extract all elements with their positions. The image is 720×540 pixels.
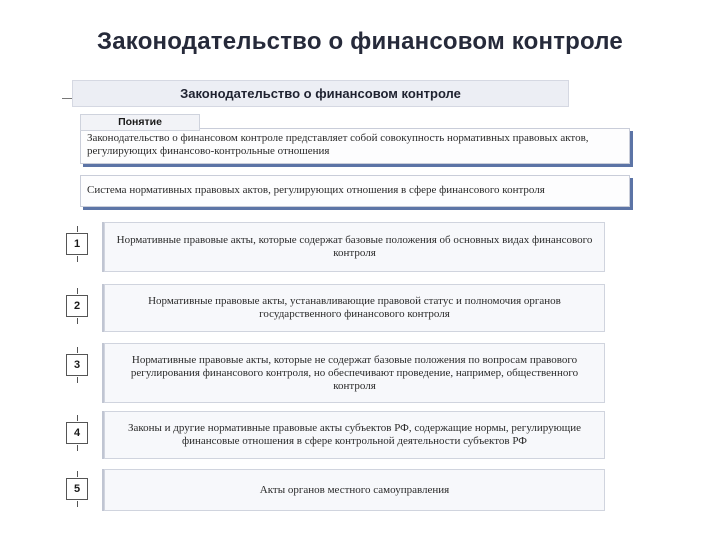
item-text-2: Нормативные правовые акты, устанавливающие правовой статус и полномочия органов государственного финансового контроля — [148, 295, 561, 320]
system-text: Система нормативных правовых актов, регулирующих отношения в сфере финансового контроля — [87, 184, 545, 196]
item-card-2 — [104, 284, 605, 332]
header-label: Законодательство о финансовом контроле — [180, 86, 461, 101]
header-bar — [72, 80, 569, 107]
definition-text: Законодательство о финансовом контроле представляет собой совокупность нормативных правовых актов, регулирующих финансово-контрольные отношения — [87, 132, 589, 157]
item-number-2: 2 — [66, 295, 88, 317]
concept-tab: Понятие — [80, 114, 200, 131]
item-number-1: 1 — [66, 233, 88, 255]
item-card-5 — [104, 469, 605, 511]
item-number-3: 3 — [66, 354, 88, 376]
header-connector — [62, 98, 72, 99]
item-text-1: Нормативные правовые акты, которые содержат базовые положения об основных видах финансового контроля — [116, 234, 593, 259]
item-text-4: Законы и другие нормативные правовые акты субъектов РФ, содержащие нормы, регулирующие финансовые отношения в сфере контрольной деятельности субъектов РФ — [127, 422, 582, 447]
item-number-4: 4 — [66, 422, 88, 444]
item-number-5: 5 — [66, 478, 88, 500]
slide-title: Законодательство о финансовом контроле — [97, 28, 623, 55]
item-text-3: Нормативные правовые акты, которые не содержат базовые положения по вопросам правового регулирования финансового контроля, но обеспечивают проведение, например, общественного контроля — [130, 353, 579, 392]
item-card-4 — [104, 411, 605, 459]
system-box — [80, 175, 630, 207]
item-card-3 — [104, 343, 605, 403]
item-text-5: Акты органов местного самоуправления — [259, 483, 450, 496]
definition-box — [80, 128, 630, 164]
item-card-1 — [104, 222, 605, 272]
